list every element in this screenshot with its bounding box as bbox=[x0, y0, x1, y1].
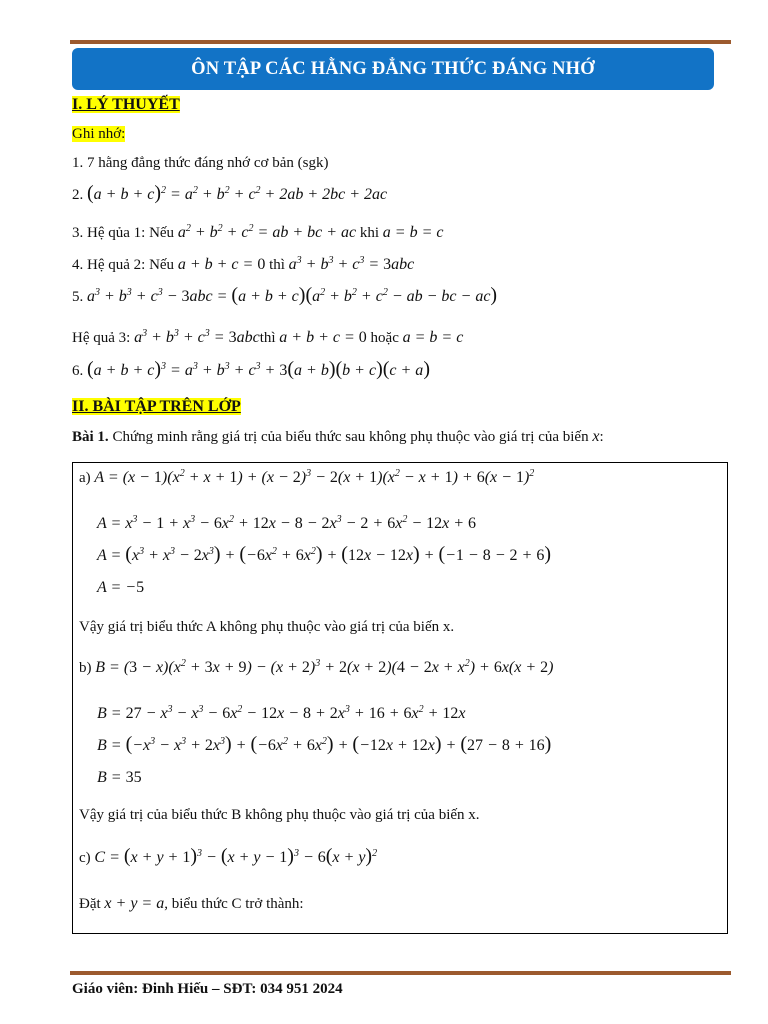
page-title: ÔN TẬP CÁC HẰNG ĐẲNG THỨC ĐÁNG NHỚ bbox=[72, 48, 714, 90]
exercise-1-prompt: Bài 1. Chứng minh rằng giá trị của biểu thức sau không phụ thuộc vào giá trị của biến x: bbox=[72, 428, 604, 445]
part-a-conclusion: Vậy giá trị biểu thức A không phụ thuộc vào giá trị của biến x. bbox=[79, 619, 455, 635]
part-a-step-2: $A = (x^3 + x^3 - 2x^3) + (-6x^2 + 6x^2) + (12x - 12x) + (-1 - 8 - 2 + 6)$ bbox=[97, 543, 551, 565]
part-a-expression: a) $A = (x - 1)(x^2 + x + 1) + (x - 2)^3 - 2(x + 1)(x^2 - x + 1) + 6(x - 1)^2$ bbox=[79, 468, 535, 486]
part-b-conclusion: Vậy giá trị của biểu thức B không phụ thuộc vào giá trị của biến x. bbox=[79, 807, 480, 823]
part-a-step-1: $A = x^3 - 1 + x^3 - 6x^2 + 12x - 8 - 2x^3 - 2 + 6x^2 - 12x + 6$ bbox=[97, 514, 477, 532]
formula-2: $(a + b + c)^2 = a^2 + b^2 + c^2 + 2ab + 2bc + 2ac$ bbox=[87, 182, 388, 204]
part-c-expression: c) $C = (x + y + 1)^3 - (x + y - 1)^3 - 6(x + y)^2$ bbox=[79, 845, 378, 867]
theory-item-2: 2. $(a + b + c)^2 = a^2 + b^2 + c^2 + 2ab + 2bc + 2ac$ bbox=[72, 182, 388, 204]
theory-item-3: 3. Hệ qủa 1: Nếu $a^2 + b^2 + c^2$ = ab + bc + ac khi a = b = c bbox=[72, 223, 444, 241]
top-rule bbox=[70, 40, 731, 44]
part-b-step-1: $B = 27 - x^3 - x^3 - 6x^2 - 12x - 8 + 2x^3 + 16 + 6x^2 + 12x$ bbox=[97, 704, 466, 722]
corollary-3: Hệ quả 3: $a^3 + b^3 + c^3$ = 3abcthì a + b + c = 0 hoặc a = b = c bbox=[72, 328, 464, 346]
theory-heading: I. LÝ THUYẾT bbox=[72, 96, 180, 113]
part-b-step-2: $B = (-x^3 - x^3 + 2x^3) + (-6x^2 + 6x^2) + (-12x + 12x) + (27 - 8 + 16)$ bbox=[97, 733, 552, 755]
exercises-heading: II. BÀI TẬP TRÊN LỚP bbox=[72, 398, 241, 415]
section-heading-exercises bbox=[72, 398, 241, 416]
theory-item-5: 5. $a^3 + b^3 + c^3 - 3abc = (a + b + c)(a^2 + b^2 + c^2$ − ab − bc − ac) bbox=[72, 284, 498, 306]
note-label: Ghi nhớ: bbox=[72, 126, 126, 142]
solution-box bbox=[72, 462, 728, 934]
theory-item-6: 6. $(a + b + c)^3 = a^3 + b^3 + c^3 + 3(a + b)(b + c)(c + a)$ bbox=[72, 358, 430, 380]
part-b-expression: b) $B = (3 - x)(x^2 + 3x + 9) - (x + 2)^3 + 2(x + 2)(4 - 2x + x^2) + 6x(x + 2)$ bbox=[79, 658, 554, 676]
bottom-rule bbox=[70, 971, 731, 975]
part-a-result: A = −5 bbox=[97, 579, 145, 596]
theory-item-1: 1. 7 hằng đẳng thức đáng nhớ cơ bản (sgk) bbox=[72, 155, 329, 171]
footer-teacher-info: Giáo viên: Đinh Hiếu – SĐT: 034 951 2024 bbox=[72, 981, 343, 997]
theory-item-4: 4. Hệ quả 2: Nếu a + b + c = 0 thì $a^3 + b^3 + c^3 = 3abc$ bbox=[72, 255, 415, 273]
section-heading-theory bbox=[72, 96, 180, 114]
part-c-substitution: Đặt x + y = a, biểu thức C trở thành: bbox=[79, 895, 304, 912]
part-b-result: B = 35 bbox=[97, 769, 142, 786]
